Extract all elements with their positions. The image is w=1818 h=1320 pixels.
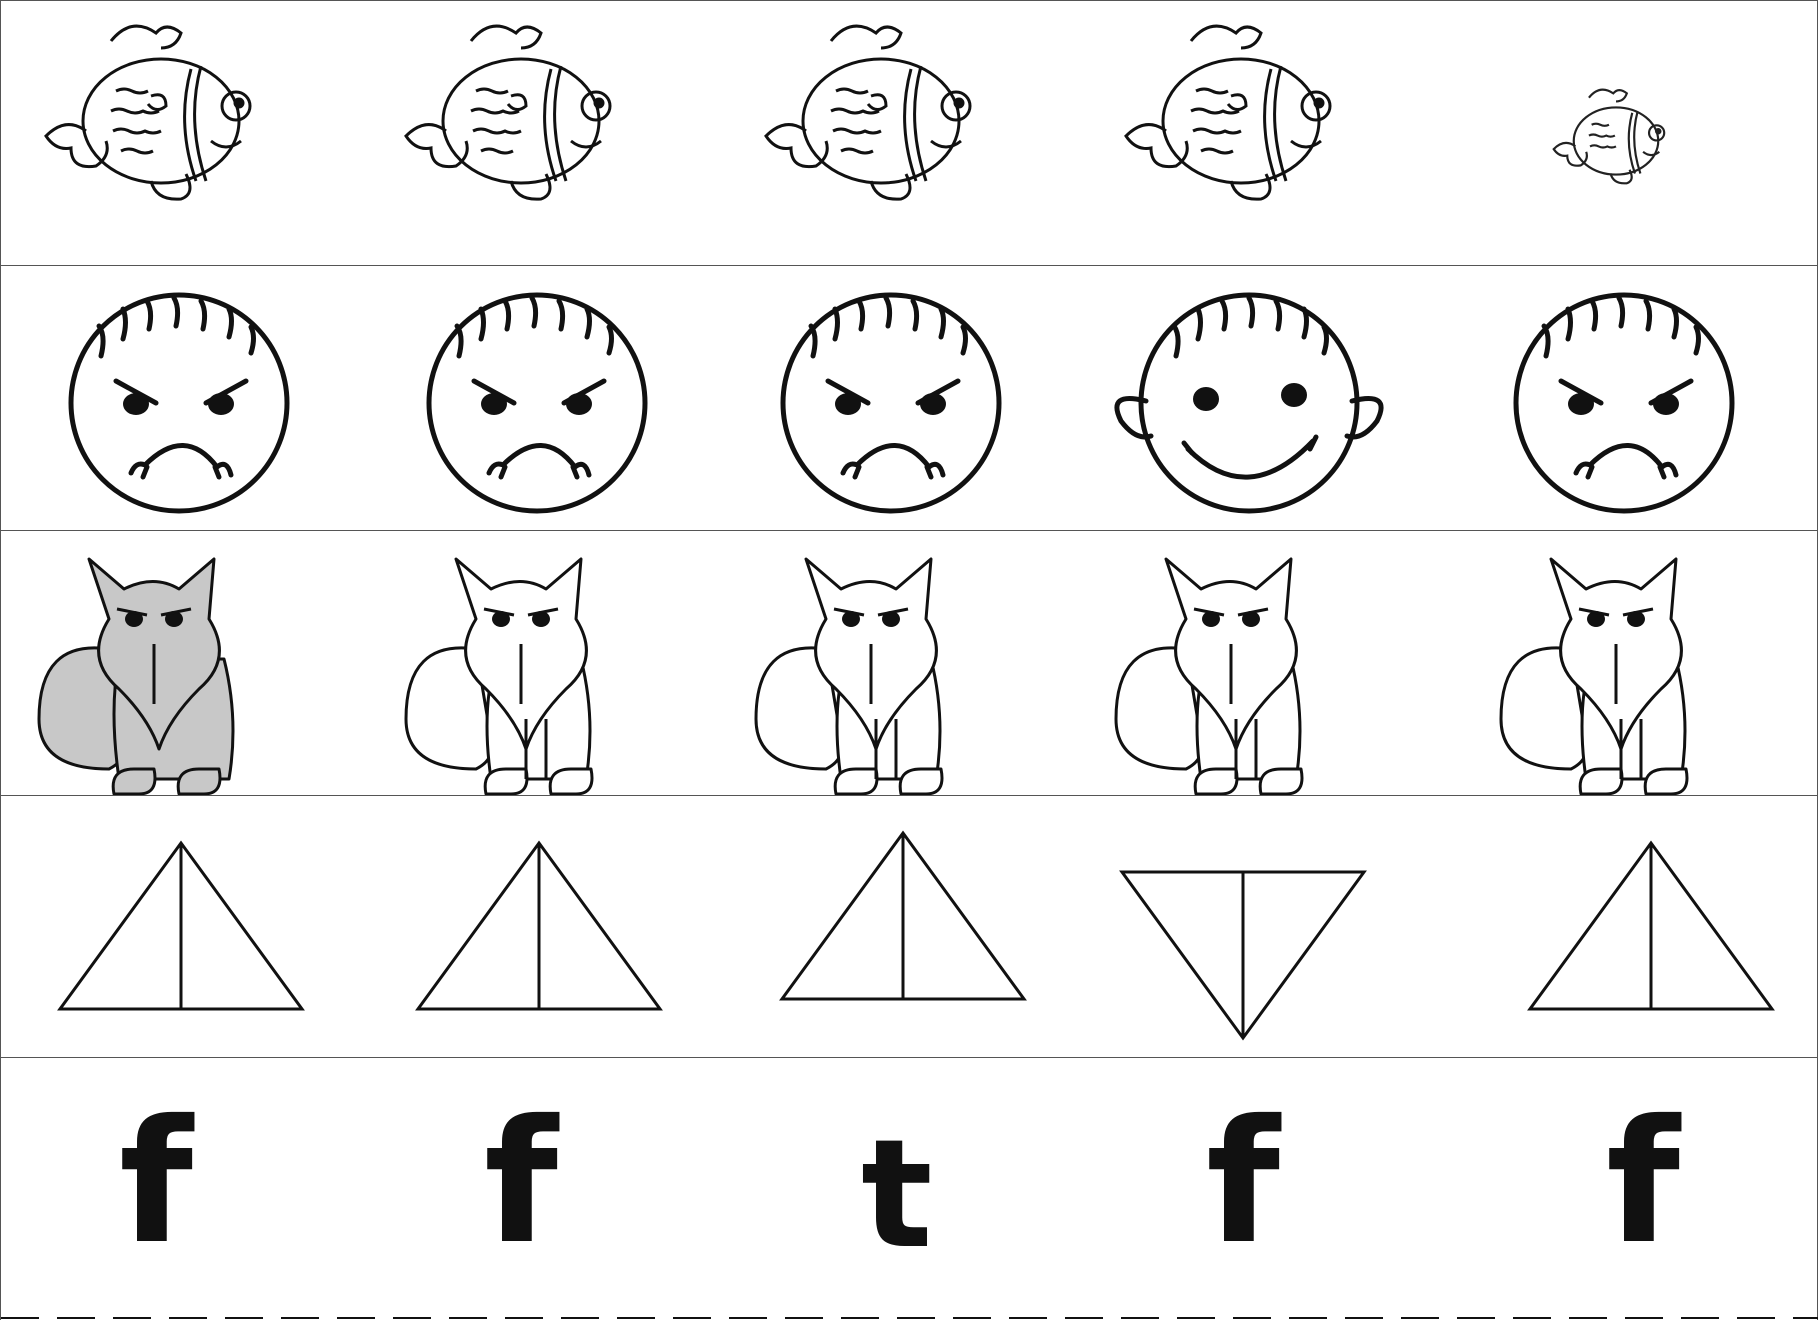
row-foxes [0,530,1818,795]
letter-4: f [1206,1084,1280,1282]
fish-icon [401,1,641,241]
fox-icon [1096,549,1346,789]
angry-face-icon [61,281,301,521]
fish-icon [1121,1,1361,241]
face-4-smiling [1106,266,1386,530]
fox-icon [736,549,986,789]
angry-face-icon [419,281,659,521]
triangle-1 [56,796,306,1057]
triangle-3 [778,796,1028,1057]
fish-1 [41,1,281,265]
face-5 [1506,266,1746,530]
triangle-up-icon [56,839,306,1019]
fox-4 [1096,531,1346,795]
face-1 [61,266,301,530]
triangle-2 [414,796,664,1057]
row-faces [0,265,1818,530]
fish-3 [761,1,1001,265]
cut-line [1,1312,1818,1320]
letter-3: t [861,1108,933,1282]
fox-2 [386,531,636,795]
triangle-down-icon [1118,866,1368,1046]
fish-5-small [1551,1,1681,265]
triangle-5 [1526,796,1776,1057]
angry-face-icon [773,281,1013,521]
fox-5 [1481,531,1731,795]
fish-4 [1121,1,1361,265]
fox-3 [736,531,986,795]
face-3 [773,266,1013,530]
fox-shaded-icon [19,549,269,789]
triangle-up-icon [1526,839,1776,1019]
smiling-face-icon [1106,281,1386,521]
row-fish [0,0,1818,265]
fish-icon [41,1,281,241]
triangle-4-inverted [1118,796,1368,1057]
triangle-up-icon [414,839,664,1019]
fish-small-icon [1551,76,1681,206]
letter-1: f [119,1084,193,1282]
triangle-up-icon [778,829,1028,1009]
fox-icon [386,549,636,789]
face-2 [419,266,659,530]
letter-5: f [1606,1084,1680,1282]
fox-icon [1481,549,1731,789]
fox-1-shaded [19,531,269,795]
angry-face-icon [1506,281,1746,521]
row-triangles [0,795,1818,1057]
fish-2 [401,1,641,265]
row-letters [0,1057,1818,1320]
letter-2: f [484,1084,558,1282]
fish-icon [761,1,1001,241]
